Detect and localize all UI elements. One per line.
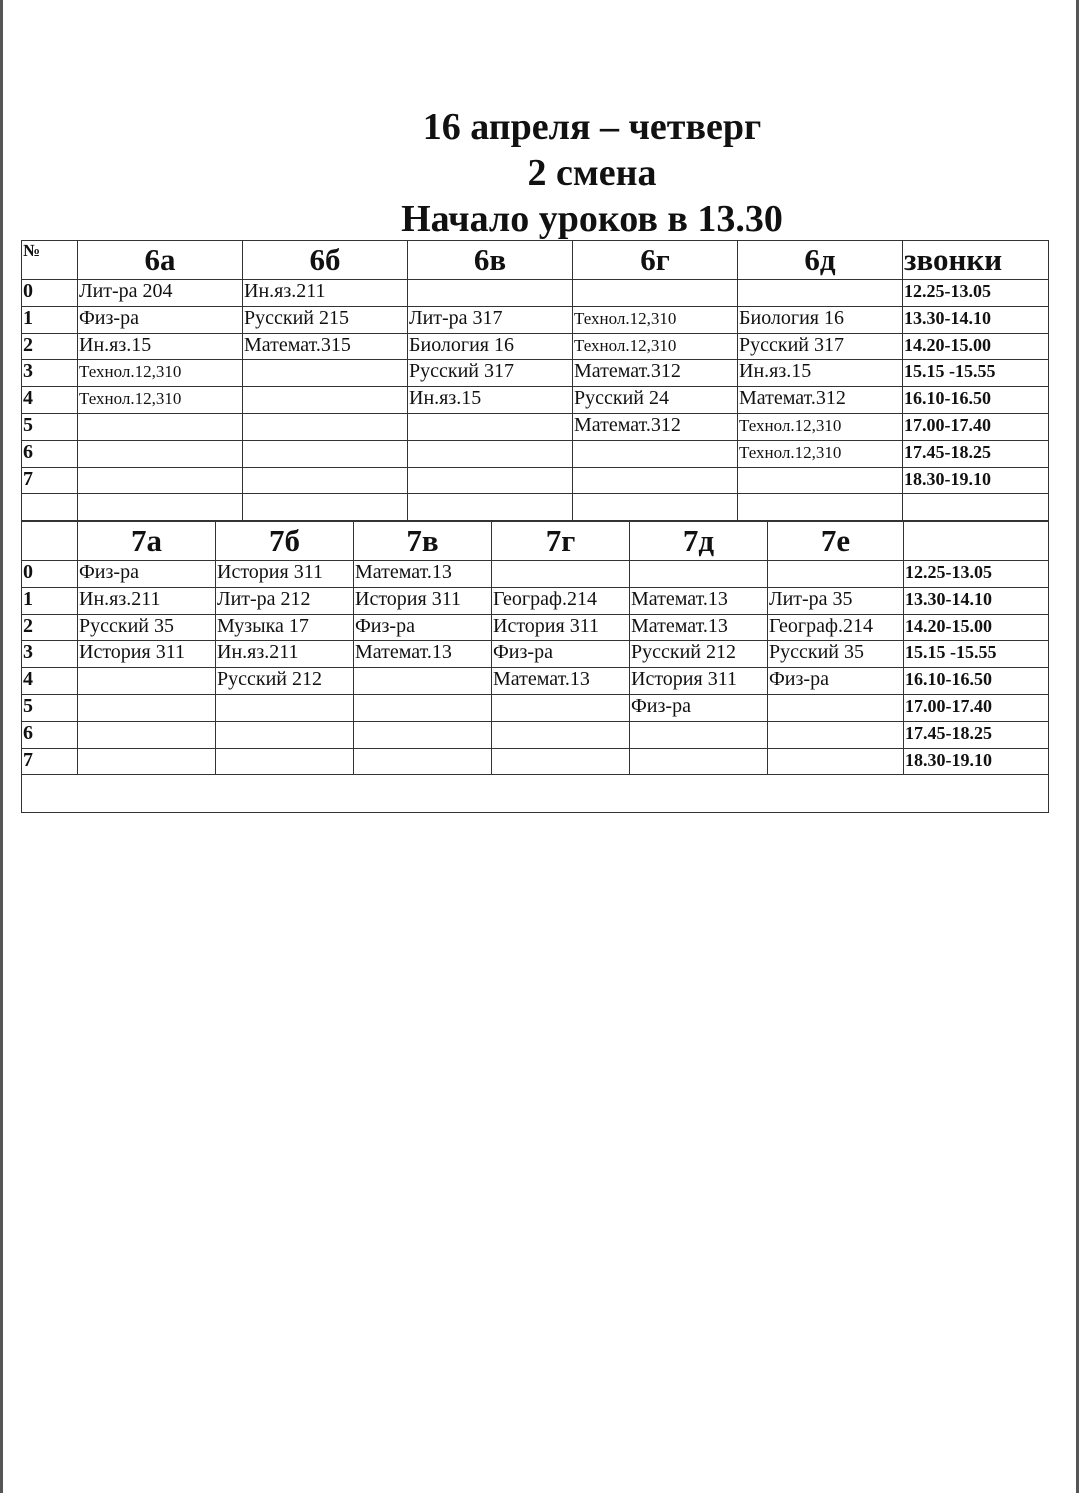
class-header: 7б [216, 522, 354, 561]
lesson-cell [216, 668, 354, 695]
lesson-cell [768, 614, 904, 641]
class-header: 6а [78, 241, 243, 280]
lesson-number: 0 [22, 561, 78, 588]
lesson-cell [630, 721, 768, 748]
lesson-cell [492, 614, 630, 641]
lesson-cell [738, 333, 903, 360]
title-date: 16 апреля – четверг [422, 106, 762, 148]
bell-time: 17.00-17.40 [904, 694, 1049, 721]
bell-time: 18.30-19.10 [903, 467, 1049, 494]
lesson-text: Физ-ра [355, 614, 415, 637]
lesson-cell [738, 360, 903, 387]
lesson-text: Русский 317 [739, 333, 844, 356]
lesson-cell [354, 587, 492, 614]
lesson-cell [78, 614, 216, 641]
empty-cell [22, 494, 78, 521]
lesson-text: Математ.13 [631, 587, 728, 610]
lesson-cell [354, 668, 492, 695]
lesson-text: Математ.312 [574, 413, 681, 436]
lesson-number: 1 [22, 306, 78, 333]
table-row [22, 333, 1049, 360]
lesson-cell [630, 587, 768, 614]
empty-cell [22, 775, 1049, 813]
lesson-text: История 311 [493, 614, 599, 637]
lesson-cell [408, 440, 573, 467]
lesson-cell [768, 587, 904, 614]
lesson-text: Биология 16 [409, 333, 515, 356]
lesson-cell [216, 561, 354, 588]
table-row [22, 440, 1049, 467]
lesson-number: 6 [22, 721, 78, 748]
empty-row [22, 494, 1049, 521]
lesson-cell [78, 360, 243, 387]
lesson-cell [630, 668, 768, 695]
lesson-text: Географ.214 [769, 614, 873, 637]
lesson-cell [630, 748, 768, 775]
lesson-cell [738, 413, 903, 440]
lesson-cell [630, 614, 768, 641]
lesson-text: Физ-ра [79, 306, 139, 329]
lesson-text: История 311 [631, 668, 737, 691]
lesson-number: 3 [22, 641, 78, 668]
lesson-cell [243, 440, 408, 467]
empty-cell [408, 494, 573, 521]
class-header: 6в [408, 241, 573, 280]
table-row [22, 280, 1049, 307]
lesson-text: Лит-ра 317 [409, 306, 503, 329]
lesson-cell [78, 694, 216, 721]
table-row [22, 614, 1049, 641]
lesson-cell [573, 387, 738, 414]
lesson-text: История 311 [217, 561, 323, 583]
lesson-cell [768, 748, 904, 775]
lesson-cell [354, 748, 492, 775]
table-row [22, 413, 1049, 440]
lesson-cell [630, 694, 768, 721]
lesson-text: Физ-ра [631, 694, 691, 717]
title-shift: 2 смена [527, 152, 657, 194]
class-header: 6б [243, 241, 408, 280]
lesson-cell [408, 306, 573, 333]
lesson-cell [768, 641, 904, 668]
lesson-cell [78, 467, 243, 494]
lesson-cell [243, 333, 408, 360]
lesson-cell [243, 280, 408, 307]
bell-time: 13.30-14.10 [903, 306, 1049, 333]
lesson-text: Русский 35 [769, 641, 864, 664]
lesson-number: 4 [22, 387, 78, 414]
lesson-cell [738, 440, 903, 467]
lesson-cell [768, 561, 904, 588]
lesson-text: Технол.12,310 [79, 362, 182, 382]
lesson-cell [354, 561, 492, 588]
table-row [22, 748, 1049, 775]
bells-header [904, 522, 1049, 561]
lesson-cell [738, 467, 903, 494]
lesson-text: Русский 35 [79, 614, 174, 637]
lesson-cell [78, 280, 243, 307]
lesson-cell [630, 561, 768, 588]
bell-time: 16.10-16.50 [903, 387, 1049, 414]
lesson-text: Ин.яз.211 [79, 587, 161, 610]
bell-time: 14.20-15.00 [904, 614, 1049, 641]
title-start-time: Начало уроков в 13.30 [401, 198, 783, 240]
lesson-number: 2 [22, 614, 78, 641]
lesson-text: Биология 16 [739, 306, 845, 329]
lesson-cell [216, 748, 354, 775]
bell-time: 17.45-18.25 [904, 721, 1049, 748]
page-edge-left [0, 0, 3, 1493]
lesson-text: Русский 212 [631, 641, 736, 664]
lesson-cell [78, 748, 216, 775]
lesson-cell [573, 360, 738, 387]
class-header: 7д [630, 522, 768, 561]
empty-cell [573, 494, 738, 521]
lesson-text: Технол.12,310 [739, 415, 842, 435]
lesson-cell [768, 721, 904, 748]
lesson-text: Технол.12,310 [574, 308, 677, 328]
lesson-text: Математ.13 [355, 641, 452, 664]
lesson-cell [408, 333, 573, 360]
lesson-cell [573, 413, 738, 440]
lesson-cell [492, 641, 630, 668]
lesson-number: 7 [22, 748, 78, 775]
lesson-text: Математ.312 [739, 387, 846, 410]
bell-time: 17.45-18.25 [903, 440, 1049, 467]
empty-cell [243, 494, 408, 521]
lesson-text: Ин.яз.15 [79, 333, 152, 356]
lesson-number-header [22, 522, 78, 561]
header-row [22, 522, 1049, 561]
lesson-cell [408, 280, 573, 307]
lesson-text: Математ.13 [493, 668, 590, 691]
grade7-schedule-table [21, 521, 1049, 813]
bell-time: 17.00-17.40 [903, 413, 1049, 440]
lesson-text: Физ-ра [769, 668, 829, 691]
lesson-cell [78, 306, 243, 333]
lesson-cell [738, 306, 903, 333]
lesson-number: 1 [22, 587, 78, 614]
table-row [22, 721, 1049, 748]
lesson-cell [354, 641, 492, 668]
lesson-cell [216, 721, 354, 748]
lesson-cell [78, 721, 216, 748]
bell-time: 14.20-15.00 [903, 333, 1049, 360]
table-row [22, 561, 1049, 588]
lesson-cell [78, 561, 216, 588]
lesson-number: 2 [22, 333, 78, 360]
lesson-number: 7 [22, 467, 78, 494]
lesson-cell [216, 614, 354, 641]
empty-cell [738, 494, 903, 521]
lesson-cell [408, 387, 573, 414]
lesson-cell [78, 587, 216, 614]
grade6-schedule-table [21, 240, 1049, 521]
bells-header: звонки [903, 241, 1049, 280]
lesson-text: Ин.яз.211 [244, 280, 326, 302]
empty-row [22, 775, 1049, 813]
lesson-text: История 311 [79, 641, 185, 664]
lesson-text: Технол.12,310 [79, 389, 182, 409]
lesson-cell [78, 413, 243, 440]
lesson-text: Математ.13 [631, 614, 728, 637]
lesson-cell [78, 668, 216, 695]
header-row [22, 241, 1049, 280]
lesson-cell [354, 721, 492, 748]
lesson-cell [492, 721, 630, 748]
lesson-number: 3 [22, 360, 78, 387]
lesson-number-header: № [22, 241, 78, 280]
lesson-cell [243, 413, 408, 440]
document-title [300, 104, 884, 242]
class-header: 7е [768, 522, 904, 561]
lesson-text: Русский 24 [574, 387, 669, 410]
lesson-cell [630, 641, 768, 668]
lesson-cell [768, 694, 904, 721]
lesson-text: Ин.яз.15 [409, 387, 482, 410]
lesson-number: 5 [22, 694, 78, 721]
lesson-text: Лит-ра 204 [79, 280, 173, 302]
lesson-cell [216, 641, 354, 668]
class-header: 7а [78, 522, 216, 561]
class-header: 7в [354, 522, 492, 561]
lesson-number: 6 [22, 440, 78, 467]
lesson-text: Русский 215 [244, 306, 349, 329]
lesson-text: Музыка 17 [217, 614, 309, 637]
lesson-cell [78, 333, 243, 360]
lesson-number: 5 [22, 413, 78, 440]
class-header: 6г [573, 241, 738, 280]
table-row [22, 641, 1049, 668]
lesson-cell [768, 668, 904, 695]
lesson-text: Русский 212 [217, 668, 322, 691]
lesson-cell [243, 467, 408, 494]
lesson-cell [408, 413, 573, 440]
lesson-text: Русский 317 [409, 360, 514, 383]
lesson-cell [738, 387, 903, 414]
lesson-cell [354, 694, 492, 721]
lesson-text: Физ-ра [79, 561, 139, 583]
lesson-text: Ин.яз.15 [739, 360, 812, 383]
lesson-text: Математ.312 [574, 360, 681, 383]
lesson-cell [492, 587, 630, 614]
bell-time: 12.25-13.05 [903, 280, 1049, 307]
table-row [22, 694, 1049, 721]
lesson-text: Лит-ра 35 [769, 587, 853, 610]
lesson-cell [492, 748, 630, 775]
lesson-cell [573, 467, 738, 494]
lesson-cell [573, 280, 738, 307]
lesson-cell [408, 360, 573, 387]
bell-time: 15.15 -15.55 [904, 641, 1049, 668]
lesson-text: Географ.214 [493, 587, 597, 610]
lesson-cell [573, 306, 738, 333]
table-row [22, 467, 1049, 494]
lesson-text: Ин.яз.211 [217, 641, 299, 664]
lesson-text: Математ.13 [355, 561, 452, 583]
table-row [22, 587, 1049, 614]
lesson-cell [78, 387, 243, 414]
lesson-cell [216, 587, 354, 614]
lesson-text: Лит-ра 212 [217, 587, 311, 610]
lesson-cell [354, 614, 492, 641]
lesson-cell [408, 467, 573, 494]
lesson-cell [492, 694, 630, 721]
table-row [22, 387, 1049, 414]
lesson-cell [492, 668, 630, 695]
bell-time: 16.10-16.50 [904, 668, 1049, 695]
lesson-cell [573, 440, 738, 467]
lesson-cell [78, 641, 216, 668]
lesson-cell [216, 694, 354, 721]
lesson-cell [243, 306, 408, 333]
lesson-text: Технол.12,310 [739, 442, 842, 462]
table-row [22, 306, 1049, 333]
lesson-text: История 311 [355, 587, 461, 610]
lesson-cell [243, 360, 408, 387]
empty-cell [78, 494, 243, 521]
lesson-text: Технол.12,310 [574, 335, 677, 355]
bell-time: 18.30-19.10 [904, 748, 1049, 775]
bell-time: 12.25-13.05 [904, 561, 1049, 588]
lesson-cell [573, 333, 738, 360]
empty-cell [903, 494, 1049, 521]
lesson-text: Математ.315 [244, 333, 351, 356]
table-row [22, 668, 1049, 695]
table-row [22, 360, 1049, 387]
lesson-text: Физ-ра [493, 641, 553, 664]
lesson-cell [78, 440, 243, 467]
class-header: 6д [738, 241, 903, 280]
bell-time: 15.15 -15.55 [903, 360, 1049, 387]
lesson-cell [243, 387, 408, 414]
lesson-number: 0 [22, 280, 78, 307]
class-header: 7г [492, 522, 630, 561]
lesson-number: 4 [22, 668, 78, 695]
bell-time: 13.30-14.10 [904, 587, 1049, 614]
lesson-cell [492, 561, 630, 588]
lesson-cell [738, 280, 903, 307]
